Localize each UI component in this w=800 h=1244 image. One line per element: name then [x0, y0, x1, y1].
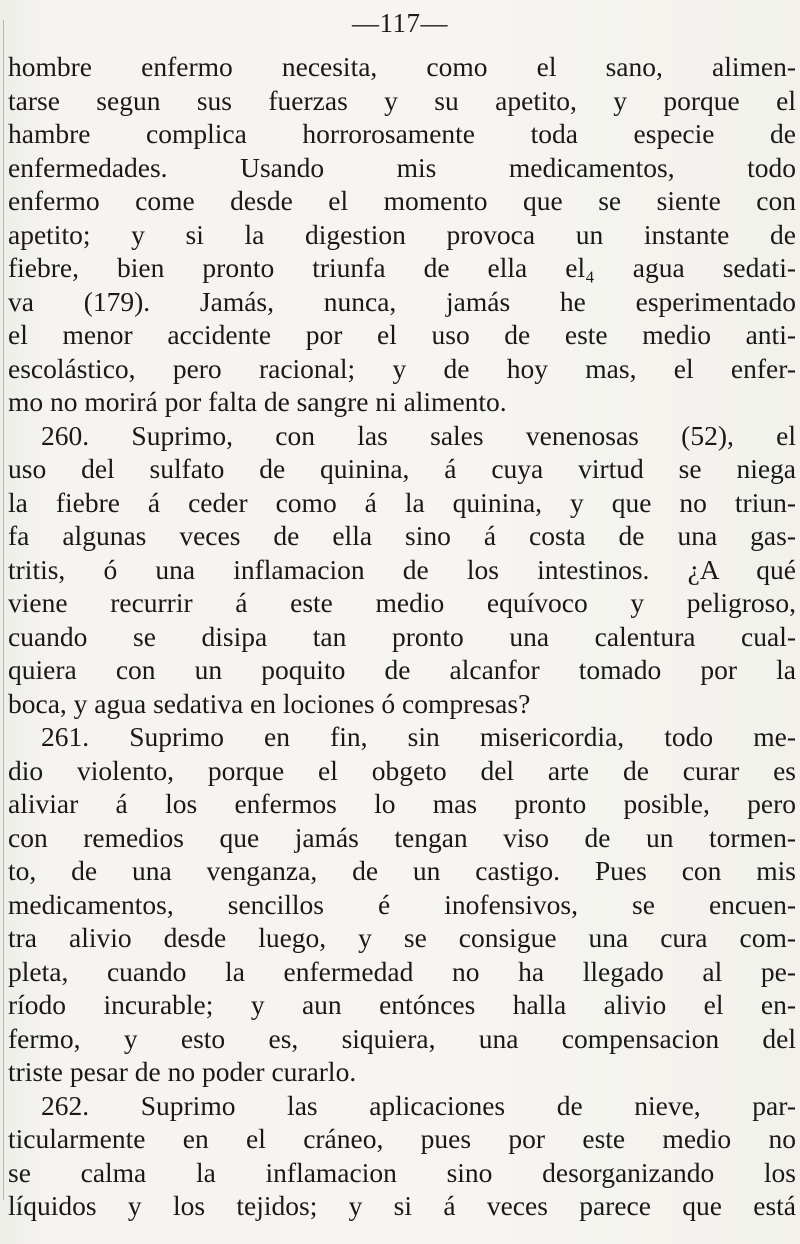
text-line: tra alivio desde luego, y se consigue una cura com-	[8, 922, 796, 953]
text-line: tarse segun sus fuerzas y su apetito, y porque el	[8, 84, 796, 116]
text-line: 262. Suprimo las aplicaciones de nieve, par-	[41, 1089, 796, 1121]
text-line: hambre complica horrorosamente toda especie de	[8, 118, 796, 149]
text-line: escolástico, pero racional; y de hoy mas, el enfer-	[8, 352, 796, 384]
text-line: pleta, cuando la enfermedad no ha llegado al pe-	[8, 955, 796, 987]
text-line: fermo, y esto es, siquiera, una compensacion del	[8, 1022, 796, 1054]
text-line: cuando se disipa tan pronto una calentura cual-	[8, 620, 796, 652]
text-line: tritis, ó una inflamacion de los intestinos. ¿A qué	[8, 553, 796, 585]
text-line: fa algunas veces de ella sino á costa de una gas-	[8, 520, 796, 551]
text-line: con remedios que jamás tengan viso de un tormen-	[8, 821, 796, 853]
text-line: hombre enfermo necesita, como el sano, alimen-	[8, 51, 796, 82]
text-line: mo no morirá por falta de sangre ni alimento.	[8, 386, 507, 417]
text-line: enfermo come desde el momento que se siente con	[8, 185, 796, 216]
text-line: medicamentos, sencillos é inofensivos, se encuen-	[8, 888, 796, 920]
page-edge-shadow	[3, 20, 4, 1200]
text-line: enfermedades. Usando mis medicamentos, todo	[8, 151, 796, 183]
text-line: quiera con un poquito de alcanfor tomado por la	[8, 654, 796, 685]
text-line: ticularmente en el cráneo, pues por este medio no	[8, 1123, 796, 1154]
text-line: se calma la inflamacion sino desorganizando los	[8, 1156, 796, 1188]
text-line: líquidos y los tejidos; y si á veces parece que está	[8, 1190, 796, 1221]
text-line: boca, y agua sedativa en lociones ó compresas?	[8, 687, 531, 719]
text-line: aliviar á los enfermos lo mas pronto posible, pero	[8, 788, 796, 819]
text-line: el menor accidente por el uso de este medio anti-	[8, 319, 796, 350]
body-text	[8, 50, 796, 1223]
text-line: triste pesar de no poder curarlo.	[8, 1056, 357, 1087]
text-line: dio violento, porque el obgeto del arte de curar es	[8, 754, 796, 786]
text-line: apetito; y si la digestion provoca un instante de	[8, 218, 796, 250]
text-line: uso del sulfato de quinina, á cuya virtud se niega	[8, 453, 796, 484]
text-line: viene recurrir á este medio equívoco y peligroso,	[8, 587, 796, 618]
text-line: la fiebre á ceder como á la quinina, y que no triun-	[8, 486, 796, 518]
text-line: ríodo incurable; y aun entónces halla alivio el en-	[8, 989, 796, 1020]
page-number: —117—	[352, 8, 448, 38]
text-line: 261. Suprimo en fin, sin misericordia, todo me-	[41, 721, 796, 752]
text-line: va (179). Jamás, nunca, jamás he esperimentado	[8, 285, 796, 317]
text-line: to, de una venganza, de un castigo. Pues con mis	[8, 855, 796, 886]
text-line: fiebre, bien pronto triunfa de ella el₄ agua sedati-	[8, 252, 796, 283]
text-line: 260. Suprimo, con las sales venenosas (52), el	[41, 419, 796, 451]
